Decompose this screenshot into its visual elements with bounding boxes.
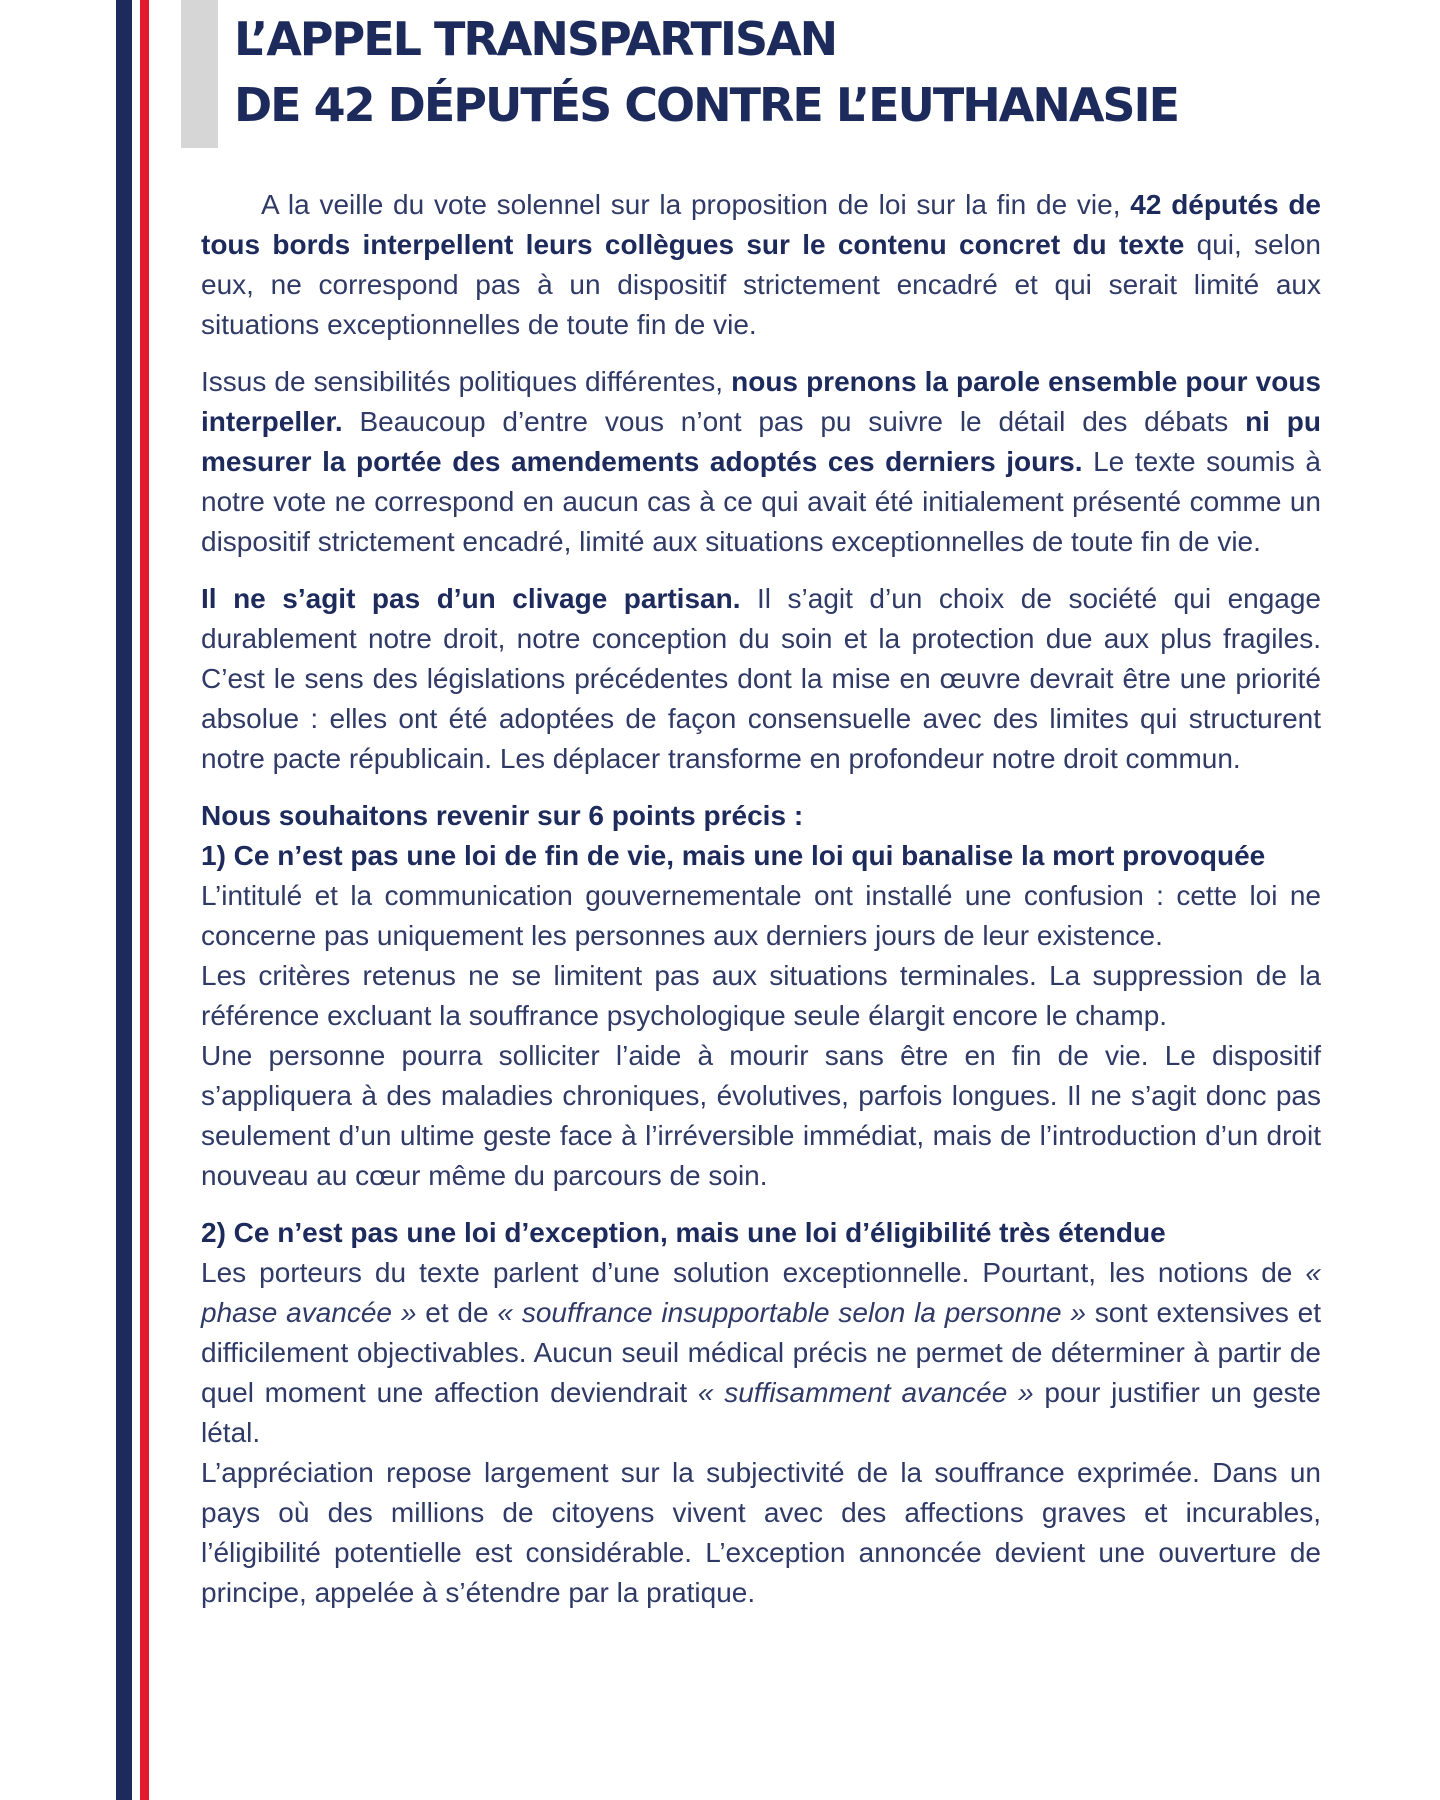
- point2-text-2: et de: [416, 1297, 498, 1328]
- article-body: [201, 185, 1321, 1613]
- title-line-2: DE 42 DÉPUTÉS CONTRE L’EUTHANASIE: [234, 78, 1179, 132]
- intro-text-1: A la veille du vote solennel sur la proposition de loi sur la fin de vie,: [261, 189, 1131, 220]
- para2-bold-1: nous prenons la parole ensemble pour vous interpeller.: [201, 366, 1321, 437]
- paragraph-3: [201, 579, 1321, 779]
- point-2-paragraph-1: [201, 1253, 1321, 1453]
- point2-text-1: Les porteurs du texte parlent d’une solution exceptionnelle. Pourtant, les notions de: [201, 1257, 1306, 1288]
- page-title: [234, 6, 1178, 138]
- points-intro-heading: Nous souhaitons revenir sur 6 points précis :: [201, 800, 804, 831]
- point2-quote-3: « suffisamment avancée »: [697, 1377, 1034, 1408]
- para2-text-3: Le texte soumis à notre vote ne correspond en aucun cas à ce qui avait été initialement présenté comme un dispositif strictement encadré, limité aux situations exceptionnelles de toute fin de vie.: [201, 446, 1321, 557]
- para2-text-1: Issus de sensibilités politiques différentes,: [201, 366, 732, 397]
- title-line-1: L’APPEL TRANSPARTISAN: [234, 12, 837, 66]
- intro-paragraph: [201, 185, 1321, 345]
- point-1-line-2: Les critères retenus ne se limitent pas aux situations terminales. La suppression de la référence excluant la souffrance psychologique seule élargit encore le champ.: [201, 960, 1321, 1031]
- para3-text-1: Il s’agit d’un choix de société qui engage durablement notre droit, notre conception du soin et la protection due aux plus fragiles. C’est le sens des législations précédentes dont la mise en œuvre devrait être une priorité absolue : elles ont été adoptées de façon consensuelle avec des limites qui structurent notre pacte républicain. Les déplacer transforme en profondeur notre droit commun.: [201, 583, 1321, 774]
- para2-text-2: Beaucoup d’entre vous n’ont pas pu suivre le détail des débats: [342, 406, 1246, 437]
- para2-bold-2: ni pu mesurer la portée des amendements adoptés ces derniers jours.: [201, 406, 1321, 477]
- point-1-heading: 1) Ce n’est pas une loi de fin de vie, mais une loi qui banalise la mort provoquée: [201, 840, 1266, 871]
- point-2-heading: 2) Ce n’est pas une loi d’exception, mais une loi d’éligibilité très étendue: [201, 1217, 1166, 1248]
- intro-text-2: qui, selon eux, ne correspond pas à un dispositif strictement encadré et qui serait limité aux situations exceptionnelles de toute fin de vie.: [201, 229, 1321, 340]
- point-2-paragraph-2: L’appréciation repose largement sur la subjectivité de la souffrance exprimée. Dans un pays où des millions de citoyens vivent avec des affections graves et incurables, l’éligibilité potentielle est considérable. L’exception annoncée devient une ouverture de principe, appelée à s’étendre par la pratique.: [201, 1457, 1321, 1608]
- red-border-stripe: [140, 0, 149, 1800]
- point2-text-4: pour justifier un geste létal.: [201, 1377, 1321, 1448]
- point2-quote-2: « souffrance insupportable selon la personne »: [497, 1297, 1086, 1328]
- intro-bold-1: 42 députés de tous bords interpellent leurs collègues sur le contenu concret du texte: [201, 189, 1321, 260]
- point2-text-3: sont extensives et difficilement objectivables. Aucun seuil médical précis ne permet de déterminer à partir de quel moment une affection deviendrait: [201, 1297, 1322, 1408]
- paragraph-2: [201, 362, 1321, 562]
- point2-quote-1: « phase avancée »: [201, 1257, 1321, 1328]
- blue-border-stripe: [116, 0, 132, 1800]
- point-1-line-1: L’intitulé et la communication gouvernementale ont installé une confusion : cette loi ne concerne pas uniquement les personnes aux derniers jours de leur existence.: [201, 880, 1321, 951]
- para3-bold-1: Il ne s’agit pas d’un clivage partisan.: [201, 583, 741, 614]
- title-accent-bar: [181, 0, 218, 148]
- point-1-line-3: Une personne pourra solliciter l’aide à mourir sans être en fin de vie. Le dispositif s’appliquera à des maladies chroniques, évolutives, parfois longues. Il ne s’agit donc pas seulement d’un ultime geste face à l’irréversible immédiat, mais de l’introduction d’un droit nouveau au cœur même du parcours de soin.: [201, 1040, 1321, 1191]
